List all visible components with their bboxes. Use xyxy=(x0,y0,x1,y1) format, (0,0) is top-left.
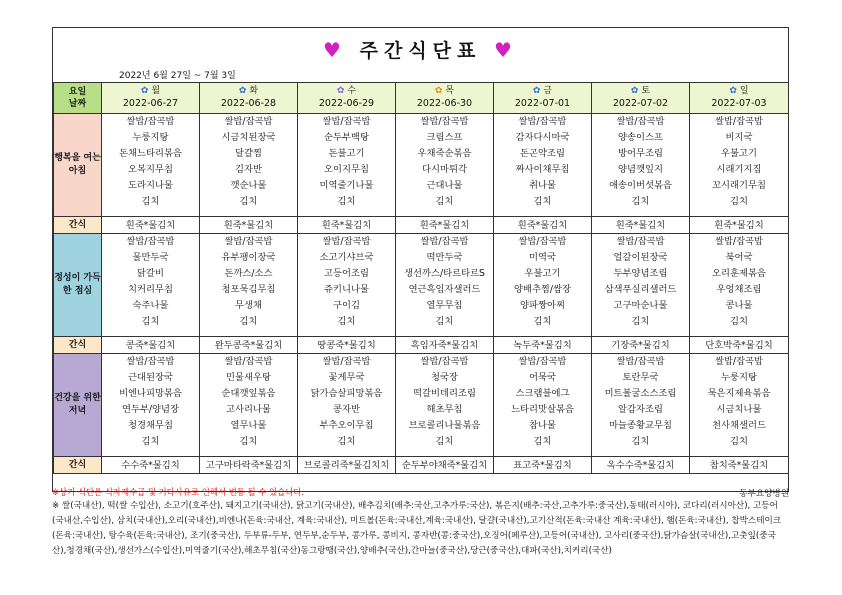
snack-cell: 순두부야채죽*물김치 xyxy=(396,457,494,474)
menu-item: 쌀밥/잡곡밥 xyxy=(420,356,469,367)
menu-item: 떡갈비데리조림 xyxy=(413,387,476,399)
menu-item: 감자다시마국 xyxy=(515,131,570,143)
menu-item: 쌀밥/잡곡밥 xyxy=(714,116,764,127)
day-date-label: 요일 날짜 xyxy=(54,83,102,114)
page-title xyxy=(53,36,788,63)
snack-cell: 흰죽*물김치 xyxy=(690,217,789,234)
snack-cell: 녹두죽*물김치 xyxy=(494,337,592,354)
menu-item: 쌀밥/잡곡밥 xyxy=(322,116,371,127)
menu-item: 시금치된장국 xyxy=(221,131,276,143)
breakfast-cell xyxy=(690,114,789,217)
menu-item: 쌀밥/잡곡밥 xyxy=(420,116,469,127)
lunch-label: 정성이 가득한 점심 xyxy=(54,234,102,337)
menu-item: 쌀밥/잡곡밥 xyxy=(714,236,764,247)
menu-item: 무생채 xyxy=(235,299,262,311)
dinner-cell xyxy=(396,354,494,457)
day-name: 목 xyxy=(445,86,455,96)
breakfast-cell xyxy=(200,114,298,217)
snack-cell: 완두콩죽*물김치 xyxy=(200,337,298,354)
lunch-cell xyxy=(102,234,200,337)
snack-cell: 땅콩죽*물김치 xyxy=(298,337,396,354)
menu-item: 김치 xyxy=(141,195,160,207)
menu-item: 김치 xyxy=(730,315,748,327)
menu-item: 구이김 xyxy=(333,299,360,311)
menu-item: 돈불고기 xyxy=(328,147,365,159)
menu-item: 김치 xyxy=(435,435,454,447)
menu-item: 오리훈제볶음 xyxy=(712,267,766,279)
menu-item: 쌀밥/잡곡밥 xyxy=(322,236,371,247)
snack-cell: 단호박죽*물김치 xyxy=(690,337,789,354)
menu-item: 오이지무침 xyxy=(324,163,369,175)
date-range: 2022년 6월 27일 ~ 7월 3일 xyxy=(119,71,236,81)
day-header xyxy=(690,83,789,114)
menu-item: 물만두국 xyxy=(132,251,169,263)
menu-item: 근대나물 xyxy=(426,179,463,191)
menu-item: 미역국 xyxy=(529,251,556,263)
day-date: 2022-07-01 xyxy=(514,98,571,109)
menu-item: 연두부/양념장 xyxy=(121,403,180,415)
flower-icon: ✿ xyxy=(336,86,345,96)
menu-item: 얼갈이된장국 xyxy=(613,251,668,263)
day-date: 2022-06-29 xyxy=(318,98,375,109)
day-date: 2022-06-27 xyxy=(122,98,179,109)
menu-item: 천사채샐러드 xyxy=(712,419,766,431)
menu-item: 김치 xyxy=(533,195,552,207)
menu-item: 토란무국 xyxy=(622,371,659,383)
menu-item: 달걀찜 xyxy=(235,147,262,159)
menu-item: 김치 xyxy=(533,435,552,447)
menu-item: 삼색푸실리샐러드 xyxy=(604,283,677,295)
menu-item: 김치 xyxy=(533,315,552,327)
origin-info: ※ 쌀(국내산), 떡(쌀 수입산), 소고기(호주산), 돼지고기(국내산), 닭고기(국내산), 배추김치(배추:국산,고추가루:국산), 볶은지(배추:국산,고추가루:중국산),동태(러시아), 코다리(러시아산), 고등어(국내산,수입산), 삼치(국내산),오리(국내산),비엔나(돈육:국내산, 계육:국내산), 미트볼(돈육:국내산,계육:국내산), 달걀(국내산),고기산적(돈육:국내산 계육:국내산), 햄(돈육:국내산), 찹박스테이크(돈육:국내산), 탕수육(돈육:국내산), 조기(중국산), 두부류-두부, 연두부,순두부, 콩가루, 콩비지, 콩자반(콩:중국산),오징어(페루산),고등어(국내산), 고사리(중국산),닭가슴살(국내산),고춧잎(중국산),청경채(국산),생선가스(수입산),미역줄기(국산),해초무침(국산)동그랑땡(국산),양배추(국산),간마늘(중국산),당근(중국산),대파(국산),치커리(국산) xyxy=(52,501,782,556)
menu-item: 연근흑임자샐러드 xyxy=(408,283,481,295)
menu-item: 크림스프 xyxy=(426,131,463,143)
menu-item: 콩자반 xyxy=(333,403,360,415)
breakfast-cell xyxy=(102,114,200,217)
menu-item: 열무나물 xyxy=(230,419,267,431)
day-header xyxy=(396,83,494,114)
menu-item: 쌀밥/잡곡밥 xyxy=(126,236,175,247)
snack-cell: 참치죽*물김치 xyxy=(690,457,789,474)
menu-item: 콩나물 xyxy=(725,299,753,311)
menu-item: 시금치나물 xyxy=(716,403,762,415)
day-header xyxy=(102,83,200,114)
menu-item: 오복지무침 xyxy=(128,163,173,175)
menu-item: 돈채느타리볶음 xyxy=(119,147,182,159)
day-header xyxy=(298,83,396,114)
menu-item: 쌀밥/잡곡밥 xyxy=(714,356,764,367)
menu-item: 브로콜리나물볶음 xyxy=(408,419,481,431)
day-header xyxy=(200,83,298,114)
menu-item: 고구마순나물 xyxy=(613,299,668,311)
menu-item: 쌀밥/잡곡밥 xyxy=(224,236,273,247)
menu-item: 꽃게무국 xyxy=(328,371,365,383)
title-text: 주간식단표 xyxy=(359,40,482,62)
menu-item: 애송이버섯볶음 xyxy=(609,179,672,191)
snack-cell: 흰죽*물김치 xyxy=(102,217,200,234)
day-date: 2022-06-30 xyxy=(416,98,473,109)
day-name: 토 xyxy=(641,86,651,96)
menu-item: 시래기지짐 xyxy=(716,163,762,175)
menu-item: 쌀밥/잡곡밥 xyxy=(420,236,469,247)
menu-item: 생선까스/타르타르S xyxy=(404,267,485,279)
day-date: 2022-07-03 xyxy=(711,98,767,109)
snack-cell: 표고죽*물김치 xyxy=(494,457,592,474)
menu-item: 쌀밥/잡곡밥 xyxy=(518,236,567,247)
menu-item: 참나물 xyxy=(529,419,556,431)
menu-item: 쌀밥/잡곡밥 xyxy=(224,116,273,127)
menu-item: 미트볼굴소스조림 xyxy=(604,387,677,399)
menu-item: 마늘종황교무침 xyxy=(609,419,672,431)
menu-item: 숙주나물 xyxy=(132,299,169,311)
menu-item: 쥬키니나물 xyxy=(324,283,369,295)
dinner-cell xyxy=(494,354,592,457)
lunch-cell xyxy=(494,234,592,337)
menu-item: 쌀밥/잡곡밥 xyxy=(322,356,371,367)
menu-item: 누룽지탕 xyxy=(132,131,169,143)
menu-item: 고등어조림 xyxy=(324,267,369,279)
heart-icon: ♥ xyxy=(323,38,347,62)
menu-item: 김치 xyxy=(239,315,258,327)
day-date: 2022-06-28 xyxy=(220,98,277,109)
day-name: 월 xyxy=(151,86,161,96)
menu-item: 돈곤약조림 xyxy=(520,147,565,159)
menu-item: 청국장 xyxy=(431,371,458,383)
notice-text: ※상기 식단은 식자재수급 및 기타사유로 인해서 변동 될 수 있습니다. xyxy=(52,487,305,497)
menu-item: 다시마튀각 xyxy=(422,163,467,175)
snack-cell: 흑임자죽*물김치 xyxy=(396,337,494,354)
flower-icon: ✿ xyxy=(729,86,737,96)
day-name: 일 xyxy=(739,86,749,96)
menu-item: 소고기샤브국 xyxy=(319,251,374,263)
lunch-cell xyxy=(200,234,298,337)
heart-icon: ♥ xyxy=(494,38,518,62)
menu-item: 김치 xyxy=(631,435,650,447)
snack-cell: 흰죽*물김치 xyxy=(494,217,592,234)
snack-cell: 흰죽*물김치 xyxy=(396,217,494,234)
flower-icon: ✿ xyxy=(140,86,149,96)
menu-item: 순대깻잎볶음 xyxy=(221,387,276,399)
snack-label: 간식 xyxy=(54,457,102,474)
menu-item: 청경채무침 xyxy=(128,419,173,431)
menu-item: 치커리무침 xyxy=(128,283,173,295)
menu-item: 김치 xyxy=(730,435,748,447)
menu-item: 우엉채조림 xyxy=(716,283,762,295)
breakfast-cell xyxy=(494,114,592,217)
menu-sheet xyxy=(52,27,789,492)
snack-cell: 고구마타락죽*물김치 xyxy=(200,457,298,474)
menu-item: 닭갈비 xyxy=(137,267,164,279)
flower-icon: ✿ xyxy=(238,86,247,96)
menu-item: 양송이스프 xyxy=(618,131,663,143)
menu-item: 김치 xyxy=(239,195,258,207)
menu-item: 쌀밥/잡곡밥 xyxy=(126,356,175,367)
day-header xyxy=(494,83,592,114)
lunch-cell xyxy=(592,234,690,337)
menu-item: 떡만두국 xyxy=(426,251,463,263)
menu-item: 고사리나물 xyxy=(226,403,271,415)
menu-item: 쌀밥/잡곡밥 xyxy=(616,116,665,127)
menu-item: 비엔나피망볶음 xyxy=(119,387,182,399)
snack-label: 간식 xyxy=(54,337,102,354)
menu-item: 김치 xyxy=(337,195,356,207)
day-name: 화 xyxy=(249,86,259,96)
snack-cell: 기장죽*물김치 xyxy=(592,337,690,354)
menu-item: 김치 xyxy=(631,195,650,207)
menu-item: 두부양념조림 xyxy=(613,267,668,279)
menu-item: 우불고기 xyxy=(721,147,757,159)
breakfast-cell xyxy=(592,114,690,217)
flower-icon: ✿ xyxy=(532,86,541,96)
day-name: 금 xyxy=(543,86,553,96)
breakfast-cell xyxy=(298,114,396,217)
snack-cell: 브로콜리죽*물김치치 xyxy=(298,457,396,474)
snack-cell: 흰죽*물김치 xyxy=(592,217,690,234)
menu-item: 근대된장국 xyxy=(128,371,173,383)
menu-item: 양배추찜/쌈장 xyxy=(513,283,572,295)
menu-item: 쌀밥/잡곡밥 xyxy=(616,236,665,247)
dinner-cell xyxy=(298,354,396,457)
menu-item: 양념깻잎지 xyxy=(618,163,663,175)
day-header xyxy=(592,83,690,114)
menu-item: 취나물 xyxy=(529,179,556,191)
menu-item: 김자반 xyxy=(235,163,262,175)
menu-item: 민물새우탕 xyxy=(226,371,271,383)
menu-item: 북어국 xyxy=(725,251,753,263)
menu-item: 김치 xyxy=(435,195,454,207)
menu-item: 쌀밥/잡곡밥 xyxy=(126,116,175,127)
menu-item: 김치 xyxy=(141,435,160,447)
menu-item: 꼬시래기무침 xyxy=(712,179,766,191)
snack-cell: 옥수수죽*물김치 xyxy=(592,457,690,474)
lunch-cell xyxy=(690,234,789,337)
dinner-cell xyxy=(102,354,200,457)
lunch-cell xyxy=(298,234,396,337)
dinner-label: 건강을 위한 저녁 xyxy=(54,354,102,457)
menu-item: 쌀밥/잡곡밥 xyxy=(518,356,567,367)
dinner-cell xyxy=(690,354,789,457)
menu-item: 청포묵김무침 xyxy=(221,283,276,295)
menu-item: 우불고기 xyxy=(524,267,561,279)
menu-item: 유부팽이장국 xyxy=(221,251,276,263)
menu-item: 쌀밥/잡곡밥 xyxy=(224,356,273,367)
menu-item: 양파짱아찌 xyxy=(520,299,565,311)
menu-item: 김치 xyxy=(631,315,650,327)
weekly-menu-table xyxy=(53,82,789,474)
lunch-cell xyxy=(396,234,494,337)
snack-cell: 흰죽*물김치 xyxy=(298,217,396,234)
menu-item: 스크램블에그 xyxy=(515,387,570,399)
menu-item: 누룽지탕 xyxy=(721,371,757,383)
menu-item: 깻순나물 xyxy=(230,179,267,191)
breakfast-label: 행복을 여는 아침 xyxy=(54,114,102,217)
menu-item: 해초무침 xyxy=(426,403,463,415)
menu-item: 열무무침 xyxy=(426,299,463,311)
menu-item: 묵은지제육볶음 xyxy=(707,387,771,399)
day-name: 수 xyxy=(347,86,357,96)
dinner-cell xyxy=(200,354,298,457)
menu-item: 쌀밥/잡곡밥 xyxy=(616,356,665,367)
menu-item: 비지국 xyxy=(725,131,753,143)
menu-item: 김치 xyxy=(141,315,160,327)
menu-item: 김치 xyxy=(337,435,356,447)
snack-cell: 콩죽*물김치 xyxy=(102,337,200,354)
menu-item: 돈까스/소스 xyxy=(224,267,273,279)
menu-item: 어묵국 xyxy=(529,371,556,383)
menu-item: 느타리맛살볶음 xyxy=(511,403,574,415)
dinner-cell xyxy=(592,354,690,457)
menu-item: 김치 xyxy=(730,195,748,207)
menu-item: 김치 xyxy=(239,435,258,447)
snack-cell: 수수죽*물김치 xyxy=(102,457,200,474)
menu-item: 쌀밥/잡곡밥 xyxy=(518,116,567,127)
menu-item: 닭가슴살피망볶음 xyxy=(310,387,383,399)
menu-item: 미역줄기나물 xyxy=(319,179,374,191)
menu-item: 김치 xyxy=(337,315,356,327)
menu-item: 우채죽순볶음 xyxy=(417,147,472,159)
flower-icon: ✿ xyxy=(630,86,639,96)
menu-item: 짜사이채무침 xyxy=(515,163,570,175)
day-date: 2022-07-02 xyxy=(612,98,669,109)
snack-label: 간식 xyxy=(54,217,102,234)
menu-item: 김치 xyxy=(435,315,454,327)
flower-icon: ✿ xyxy=(434,86,443,96)
breakfast-cell xyxy=(396,114,494,217)
menu-item: 도라지나물 xyxy=(128,179,173,191)
menu-item: 알감자조림 xyxy=(618,403,663,415)
menu-item: 방어무조림 xyxy=(618,147,663,159)
snack-cell: 흰죽*물김치 xyxy=(200,217,298,234)
menu-item: 부추오이무침 xyxy=(319,419,374,431)
menu-item: 순두부백탕 xyxy=(324,131,369,143)
hospital-name: 동부요양병원 xyxy=(739,489,789,499)
